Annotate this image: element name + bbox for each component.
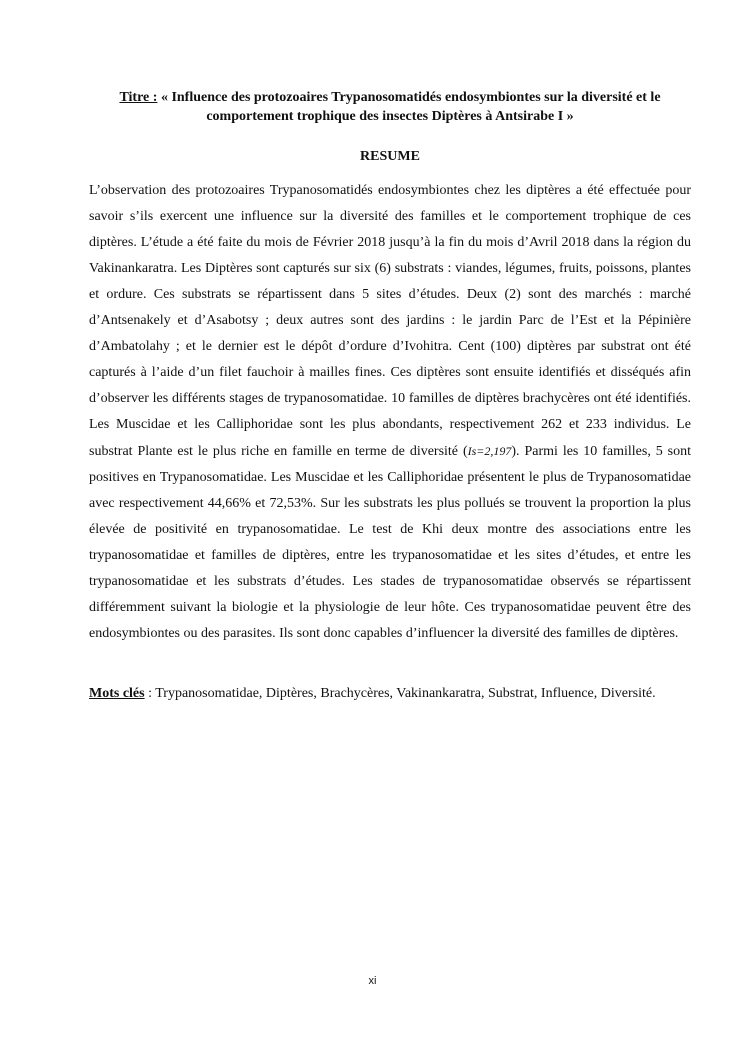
- abstract-paragraph: [89, 178, 691, 647]
- title-label: Titre :: [119, 90, 158, 105]
- keywords-line: [89, 684, 699, 704]
- keywords-label: Mots clés: [89, 686, 145, 701]
- abstract-text-part1: L’observation des protozoaires Trypanosomatidés endosymbiontes chez les diptères a été effectuée pour savoir s’ils exercent une influence sur la diversité des familles et le comportement trophique de ces diptères. L’étude a été faite du mois de Février 2018 jusqu’à la fin du mois d’Avril 2018 dans la région du Vakinankaratra. Les Diptères sont capturés sur six (6) substrats : viandes, légumes, fruits, poissons, plantes et ordure. Ces substrats se répartissent dans 5 sites d’études. Deux (2) sont des marchés : marché d’Antsenakely et d’Asabotsy ; deux autres sont des jardins : le jardin Parc de l’Est et la Pépinière d’Ambatolahy ; et le dernier est le dépôt d’ordure d’Ivohitra. Cent (100) diptères par substrat ont été capturés à l’aide d’un filet fauchoir à mailles fines. Ces diptères sont ensuite identifiés et disséqués afin d’observer les différents stages de trypanosomatidae. 10 familles de diptères brachycères ont été identifiés. Les Muscidae et les Calliphoridae sont les plus abondants, respectivement 262 et 233 individus. Le substrat Plante est le plus riche en famille en terme de diversité (: [89, 183, 691, 459]
- document-title: [89, 88, 691, 126]
- abstract-heading: RESUME: [360, 149, 420, 164]
- title-text: « Influence des protozoaires Trypanosomatidés endosymbiontes sur la diversité et le comportement trophique des insectes Diptères à Antsirabe I »: [160, 90, 661, 124]
- keywords-text: : Trypanosomatidae, Diptères, Brachycères, Vakinankaratra, Substrat, Influence, Diversité.: [148, 686, 656, 701]
- diversity-index: Is=2,197: [467, 444, 512, 458]
- page-number: xi: [368, 975, 377, 987]
- abstract-text-part2: ). Parmi les 10 familles, 5 sont positives en Trypanosomatidae. Les Muscidae et les Calliphoridae présentent le plus de Trypanosomatidae avec respectivement 44,66% et 72,53%. Sur les substrats les plus pollués se trouvent la proportion la plus élevée de positivité en trypanosomatidae. Le test de Khi deux montre des associations entre les trypanosomatidae et familles de diptères, entre les trypanosomatidae et les sites d’études, et entre les trypanosomatidae et les substrats d’études. Les stades de trypanosomatidae observés se répartissent différemment suivant la biologie et la physiologie de leur hôte. Ces trypanosomatidae peuvent être des endosymbiontes ou des parasites. Ils sont donc capables d’influencer la diversité des familles de diptères.: [89, 444, 691, 641]
